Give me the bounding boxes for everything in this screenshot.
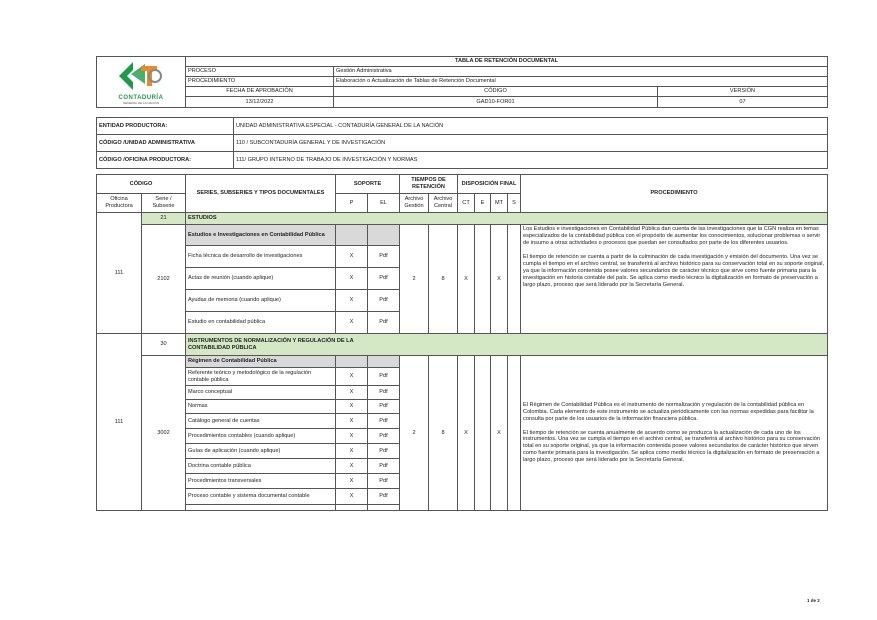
s1-s <box>508 225 521 334</box>
s2-procedimiento-text: El Régimen de Contabilidad Pública es el instrumento de normalización y regulación de la contabilidad pública en Colombia. Cada elemento de este instrumento se actualiza periódicamente con las normas expedidas para facilitar la consulta por parte de los usuarios de la información financiera pública. El tiempo de retención se cuenta anualmente de acuerdo como se produzca la actualización de cada uno de los instrumentos. Una vez se cumpla el tiempo en el archivo central, se transferirá al archivo histórico para su conservación total en su soporte original, ya que la información contenida posee valores secundarios de carácter histórico que sirven como fuente primaria para la investigación. Se aplica como medio técnico la digitalización en formato de preservación a largo plazo, proceso que será liderado por la Secretaría General. <box>523 401 820 464</box>
codigo-value: GAD10-FOR01 <box>334 97 658 108</box>
version-label: VERSIÓN <box>658 87 828 97</box>
s2-s <box>508 356 521 511</box>
s2-doc-2: Normas <box>186 400 336 414</box>
s2-doc-0: Referente teórico y metodológico de la regulación contable pública <box>186 368 336 386</box>
s2-doc-6-el: Pdf <box>368 459 400 474</box>
s1-serie-name: ESTUDIOS <box>186 213 828 225</box>
col-disposicion: DISPOSICIÓN FINAL <box>458 175 521 194</box>
s1-procedimiento-text: Los Estudios e investigaciones en Contabilidad Pública dan cuenta de las investigaciones que la CGN realiza en temas especializados de la contabilidad pública con el propósito de aumentar los conocimientos, solucionar problemas o servir de insumo a otras actividades o procesos que puedan ser consultados por parte de los diferentes usuarios. El tiempo de retención se cuenta a partir de la culminación de cada investigación y emisión del documento. Una vez se cumpla el tiempo en el archivo central, se transferirá al archivo histórico para su conservación total en su soporte original, ya que la información contenida posee valores secundarios de carácter técnico que sirve como fuente primaria para la investigación en historia contable del país. Se aplica como medio técnico la digitalización en formato de preservación a largo plazo, proceso que será liderado por la Secretaría General. <box>523 226 825 288</box>
s2-serie-name <box>186 334 828 356</box>
unidad-label: CÓDIGO /UNIDAD ADMINISTRATIVA <box>97 135 234 152</box>
s1-doc-3: Estudio en contabilidad pública <box>186 312 336 334</box>
col-s: S <box>508 194 521 213</box>
s2-doc-3-el: Pdf <box>368 414 400 429</box>
col-serie: Serie / Subserie <box>142 194 186 213</box>
s2-gray-el <box>368 356 400 368</box>
s2-doc-1-p: X <box>336 386 368 400</box>
s2-doc-5-p: X <box>336 444 368 459</box>
s2-spacer <box>186 505 336 511</box>
fecha-value: 13/12/2022 <box>186 97 334 108</box>
s1-doc-1-el: Pdf <box>368 268 400 290</box>
s2-e <box>475 356 491 511</box>
s2-oficina: 111 <box>97 334 142 511</box>
version-value: 07 <box>658 97 828 108</box>
entity-table <box>96 117 828 169</box>
s2-doc-6-p: X <box>336 459 368 474</box>
s1-e <box>475 225 491 334</box>
s2-doc-4-el: Pdf <box>368 429 400 444</box>
s2-doc-2-el: Pdf <box>368 400 400 414</box>
s1-doc-0: Ficha técnica de desarrollo de investigaciones <box>186 246 336 268</box>
s1-central: 8 <box>429 225 458 334</box>
s2-procedimiento <box>521 356 828 511</box>
s2-serie-name-text: INSTRUMENTOS DE NORMALIZACIÓN Y REGULACIÓN DE LA CONTABILIDAD PÚBLICA <box>188 337 354 351</box>
s2-doc-1: Marco conceptual <box>186 386 336 400</box>
s2-mt <box>491 356 508 511</box>
s2-doc-5: Guías de aplicación (cuando aplique) <box>186 444 336 459</box>
s1-gray-el <box>368 225 400 246</box>
col-p: P <box>336 194 368 213</box>
logo-cell <box>97 57 186 108</box>
s1-doc-0-p: X <box>336 246 368 268</box>
col-archivo-gestion: Archivo Gestión <box>400 194 429 213</box>
s2-doc-8-p: X <box>336 489 368 505</box>
col-procedimiento: PROCEDIMIENTO <box>521 175 828 213</box>
s1-ct: X <box>458 225 475 334</box>
s1-procedimiento <box>521 225 828 334</box>
s1-subserie-name: Estudios e Investigaciones en Contabilidad Pública <box>186 225 336 246</box>
retention-table <box>96 174 828 511</box>
s2-doc-0-p: X <box>336 368 368 386</box>
cgn-logo-icon <box>111 58 171 92</box>
s2-central: 8 <box>429 356 458 511</box>
logo-subtext: GENERAL DE LA NACIÓN <box>122 101 160 106</box>
s1-gestion: 2 <box>400 225 429 334</box>
s2-doc-3-p: X <box>336 414 368 429</box>
entidad-label: ENTIDAD PRODUCTORA: <box>97 118 234 135</box>
proceso-value: Gestión Administrativa <box>334 67 828 77</box>
table-title: TABLA DE RETENCIÓN DOCUMENTAL <box>186 57 828 67</box>
s2-doc-7-p: X <box>336 474 368 489</box>
s2-doc-7-el: Pdf <box>368 474 400 489</box>
s2-s-mark: X <box>497 429 501 436</box>
proceso-label: PROCESO <box>186 67 334 77</box>
s1-doc-1: Actas de reunión (cuando aplique) <box>186 268 336 290</box>
procedimiento-value: Elaboración o Actualización de Tablas de Retención Documental <box>334 77 828 87</box>
s2-doc-4: Procedimientos contables (cuando aplique) <box>186 429 336 444</box>
s2-gestion: 2 <box>400 356 429 511</box>
s1-mt <box>491 225 508 334</box>
s1-oficina: 111 <box>97 213 142 334</box>
s2-doc-8: Proceso contable y sistema documental contable <box>186 489 336 505</box>
s1-doc-1-p: X <box>336 268 368 290</box>
s1-doc-0-el: Pdf <box>368 246 400 268</box>
s1-doc-2-p: X <box>336 290 368 312</box>
col-series: SERIES, SUBSERIES Y TIPOS DOCUMENTALES <box>186 175 336 213</box>
fecha-label: FECHA DE APROBACIÓN <box>186 87 334 97</box>
s2-subserie-name: Régimen de Contabilidad Pública <box>186 356 336 368</box>
s2-doc-8-el: Pdf <box>368 489 400 505</box>
s1-s-mark: X <box>497 275 501 282</box>
col-soporte: SOPORTE <box>336 175 400 194</box>
entidad-value: UNIDAD ADMINISTRATIVA ESPECIAL - CONTADURÍA GENERAL DE LA NACIÓN <box>234 118 828 135</box>
col-el: EL <box>368 194 400 213</box>
col-archivo-central: Archivo Central <box>429 194 458 213</box>
s1-serie-code: 21 <box>142 213 186 225</box>
col-e: E <box>475 194 491 213</box>
col-codigo: CÓDIGO <box>97 175 186 194</box>
col-tiempos: TIEMPOS DE RETENCIÓN <box>400 175 458 194</box>
s1-subserie-code: 2102 <box>142 225 186 334</box>
col-mt: MT <box>491 194 508 213</box>
col-ct: CT <box>458 194 475 213</box>
s1-gray-p <box>336 225 368 246</box>
s2-doc-5-el: Pdf <box>368 444 400 459</box>
oficina-label: CÓDIGO /OFICINA PRODUCTORA: <box>97 152 234 169</box>
s1-doc-3-el: Pdf <box>368 312 400 334</box>
s2-doc-7: Procedimientos transversales <box>186 474 336 489</box>
s2-doc-6: Doctrina contable pública <box>186 459 336 474</box>
s2-doc-2-p: X <box>336 400 368 414</box>
procedimiento-label: PROCEDIMIENTO <box>186 77 334 87</box>
oficina-value: 111/ GRUPO INTERNO DE TRABAJO DE INVESTIGACIÓN Y NORMAS <box>234 152 828 169</box>
s1-doc-2: Ayudas de memoria (cuando aplique) <box>186 290 336 312</box>
page-number: 1 de 2 <box>807 598 820 603</box>
s2-doc-3: Catálogo general de cuentas <box>186 414 336 429</box>
s2-doc-1-el: Pdf <box>368 386 400 400</box>
s2-spacer-el <box>368 505 400 511</box>
s2-gray-p <box>336 356 368 368</box>
s2-spacer-p <box>336 505 368 511</box>
header-table <box>96 56 828 108</box>
s1-doc-3-p: X <box>336 312 368 334</box>
logo-text: CONTADURÍA <box>118 94 164 101</box>
codigo-label: CÓDIGO <box>334 87 658 97</box>
s2-doc-4-p: X <box>336 429 368 444</box>
s2-serie-code: 30 <box>142 334 186 356</box>
s1-doc-2-el: Pdf <box>368 290 400 312</box>
s2-ct: X <box>458 356 475 511</box>
s2-subserie-code: 3002 <box>142 356 186 511</box>
unidad-value: 110 / SUBCONTADURÍA GENERAL Y DE INVESTIGACIÓN <box>234 135 828 152</box>
s2-doc-0-el: Pdf <box>368 368 400 386</box>
col-oficina: Oficina Productora <box>97 194 142 213</box>
